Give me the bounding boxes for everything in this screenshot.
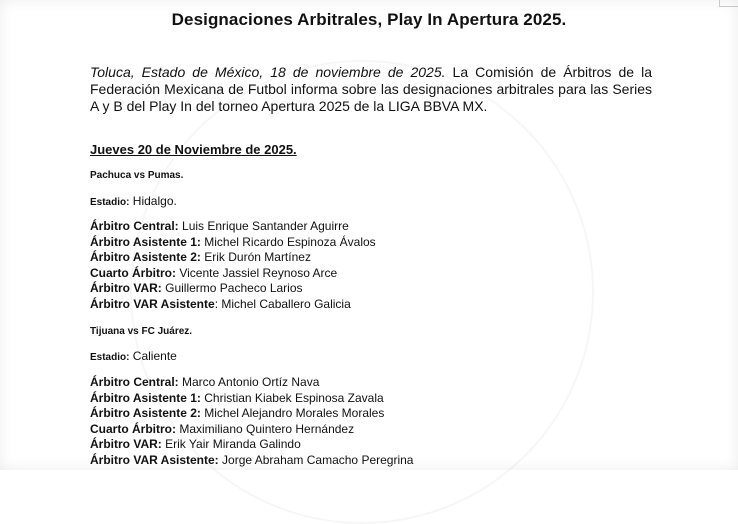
official-row xyxy=(90,406,413,422)
stadium-line xyxy=(90,194,177,208)
official-role: Árbitro Central: xyxy=(90,219,179,233)
official-role: Árbitro VAR: xyxy=(90,281,162,295)
official-name: Luis Enrique Santander Aguirre xyxy=(182,219,349,233)
stadium-name: Hidalgo. xyxy=(132,194,177,208)
official-role: Árbitro Asistente 2: xyxy=(90,406,201,420)
corner-mark xyxy=(719,0,738,7)
official-role: Cuarto Árbitro: xyxy=(90,265,176,280)
official-name: Erik Durón Martínez xyxy=(204,250,311,264)
official-row xyxy=(90,391,413,407)
official-row xyxy=(90,250,376,266)
official-name: Jorge Abraham Camacho Peregrina xyxy=(222,452,414,467)
officials-list xyxy=(90,375,413,468)
official-name: : Michel Caballero Galicia xyxy=(214,296,351,311)
official-row xyxy=(90,453,413,469)
stadium-label: Estadio: xyxy=(90,352,130,363)
official-role: Árbitro VAR: xyxy=(90,437,162,451)
stadium-name: Caliente xyxy=(132,349,177,363)
official-name: Maximiliano Quintero Hernández xyxy=(179,421,355,436)
official-row xyxy=(90,422,413,438)
match-title: Pachuca vs Pumas. xyxy=(90,170,184,181)
date-heading: Jueves 20 de Noviembre de 2025. xyxy=(90,142,297,157)
officials-list xyxy=(90,219,376,312)
official-row xyxy=(90,281,376,297)
official-row xyxy=(90,375,413,391)
official-role: Árbitro Asistente 2: xyxy=(90,250,201,264)
official-name: Erik Yair Miranda Galindo xyxy=(165,437,301,451)
official-row xyxy=(90,219,376,235)
official-row xyxy=(90,297,376,313)
official-role: Árbitro VAR Asistente: xyxy=(90,452,219,467)
official-row xyxy=(90,266,376,282)
official-name: Christian Kiabek Espinosa Zavala xyxy=(204,390,384,405)
match-title: Tijuana vs FC Juárez. xyxy=(90,326,193,337)
official-row xyxy=(90,437,413,453)
stadium-line xyxy=(90,349,177,363)
intro-paragraph xyxy=(90,64,652,115)
document-title: Designaciones Arbitrales, Play In Apertura 2025. xyxy=(171,10,567,29)
official-row xyxy=(90,235,376,251)
official-name: Vicente Jassiel Reynoso Arce xyxy=(179,265,338,280)
official-role: Árbitro VAR Asistente xyxy=(90,296,215,311)
official-name: Michel Ricardo Espinoza Ávalos xyxy=(204,234,376,249)
official-role: Cuarto Árbitro: xyxy=(90,421,176,436)
intro-body: La Comisión de Árbitros de la Federación Mexicana de Futbol informa sobre las designaciones arbitrales para las Series A y B del Play In del torneo Apertura 2025 de la LIGA BBVA MX. xyxy=(90,64,652,114)
official-name: Marco Antonio Ortíz Nava xyxy=(182,375,320,389)
official-role: Árbitro Central: xyxy=(90,375,179,389)
intro-place-date: Toluca, Estado de México, 18 de noviembre de 2025. xyxy=(90,64,446,80)
official-name: Michel Alejandro Morales Morales xyxy=(204,406,385,420)
official-role: Árbitro Asistente 1: xyxy=(90,390,201,405)
official-name: Guillermo Pacheco Larios xyxy=(165,281,303,295)
official-role: Árbitro Asistente 1: xyxy=(90,234,201,249)
stadium-label: Estadio: xyxy=(90,197,130,208)
